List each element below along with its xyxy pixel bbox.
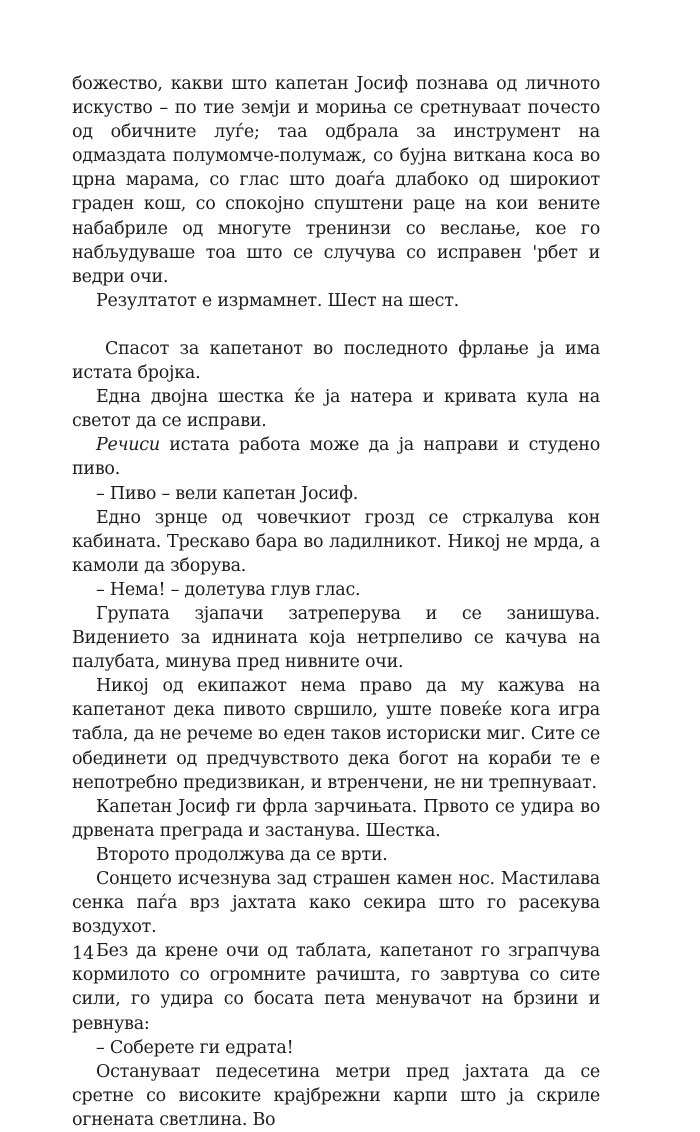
paragraph: Капетан Јосиф ги фрла зарчињата. Првото се удира во дрвената преграда и застанува. Шестка. (72, 796, 600, 841)
paragraph: Резултатот е изрмамнет. Шест на шест. (96, 290, 459, 311)
paragraph: – Нема! – долетува глув глас. (96, 579, 361, 600)
paragraph: Сонцето исчезнува зад страшен камен нос. Мастилава сенка паѓа врз јахтата како секира што го расекува воздухот. (72, 869, 600, 938)
paragraph: Една двојна шестка ќе ја натера и кривата кула на светот да се исправи. (72, 387, 600, 432)
paragraph (72, 433, 600, 481)
paragraph: Второто продолжува да се врти. (96, 844, 388, 865)
paragraph: Спасот за капетанот во последното фрлање ја има истата бројка. (72, 338, 600, 384)
paragraph: Едно зрнце од човечкиот грозд се стркалува кон кабината. Трескаво бара во ладилникот. Никој не мрда, а камоли да зборува. (72, 507, 600, 576)
paragraph: Групата зјапачи затреперува и се занишува. Видението за иднината која нетрпеливо се качува на палубата, минува пред нивните очи. (72, 603, 600, 673)
paragraph-rest: истата работа може да ја направи и студено пиво. (72, 435, 600, 480)
paragraph: Остануваат педесетина метри пред јахтата да се сретне со високите крајбрежни карпи што ја скриле огнената светлина. Во (72, 1061, 600, 1130)
paragraph: божество, какви што капетан Јосиф познава од личното искуство – по тие земји и морињa се сретнуваат почесто од обичните луѓе; таа одбрала за инструмент на одмаздата полумомче-полумаж, со бујна виткана коса во црна марама, со глас што доаѓа длабоко од широкиот граден кош, со спокојно спуштени раце на кои вените набабриле од многуте тренинзи со веслање, кое го набљудуваше тоа што се случува со исправен 'рбет и ведри очи. (72, 74, 600, 287)
paragraph: Никој од екипажот нема право да му кажува на капетанот дека пивото свршило, уште повеќе кога игра табла, да не речеме во еден таков историски миг. Сите се обединети од предчувството дека богот на кораби те е непотребно предизвикан, и втренчени, не ни трепнуваат. (72, 676, 600, 793)
paragraph: – Соберете ги едрата! (96, 1037, 294, 1058)
page-number: 14 (72, 944, 95, 964)
paragraph: – Пиво – вели капетан Јосиф. (96, 483, 359, 504)
italic-word: Речиси (96, 435, 160, 456)
body-text (72, 72, 600, 1132)
paragraph: Без да крене очи од таблата, капетанот го зграпчува кормилото со огромните рачишта, го завртува со сите сили, го удира со босата пета менувачот на брзини и ревнува: (72, 941, 600, 1034)
